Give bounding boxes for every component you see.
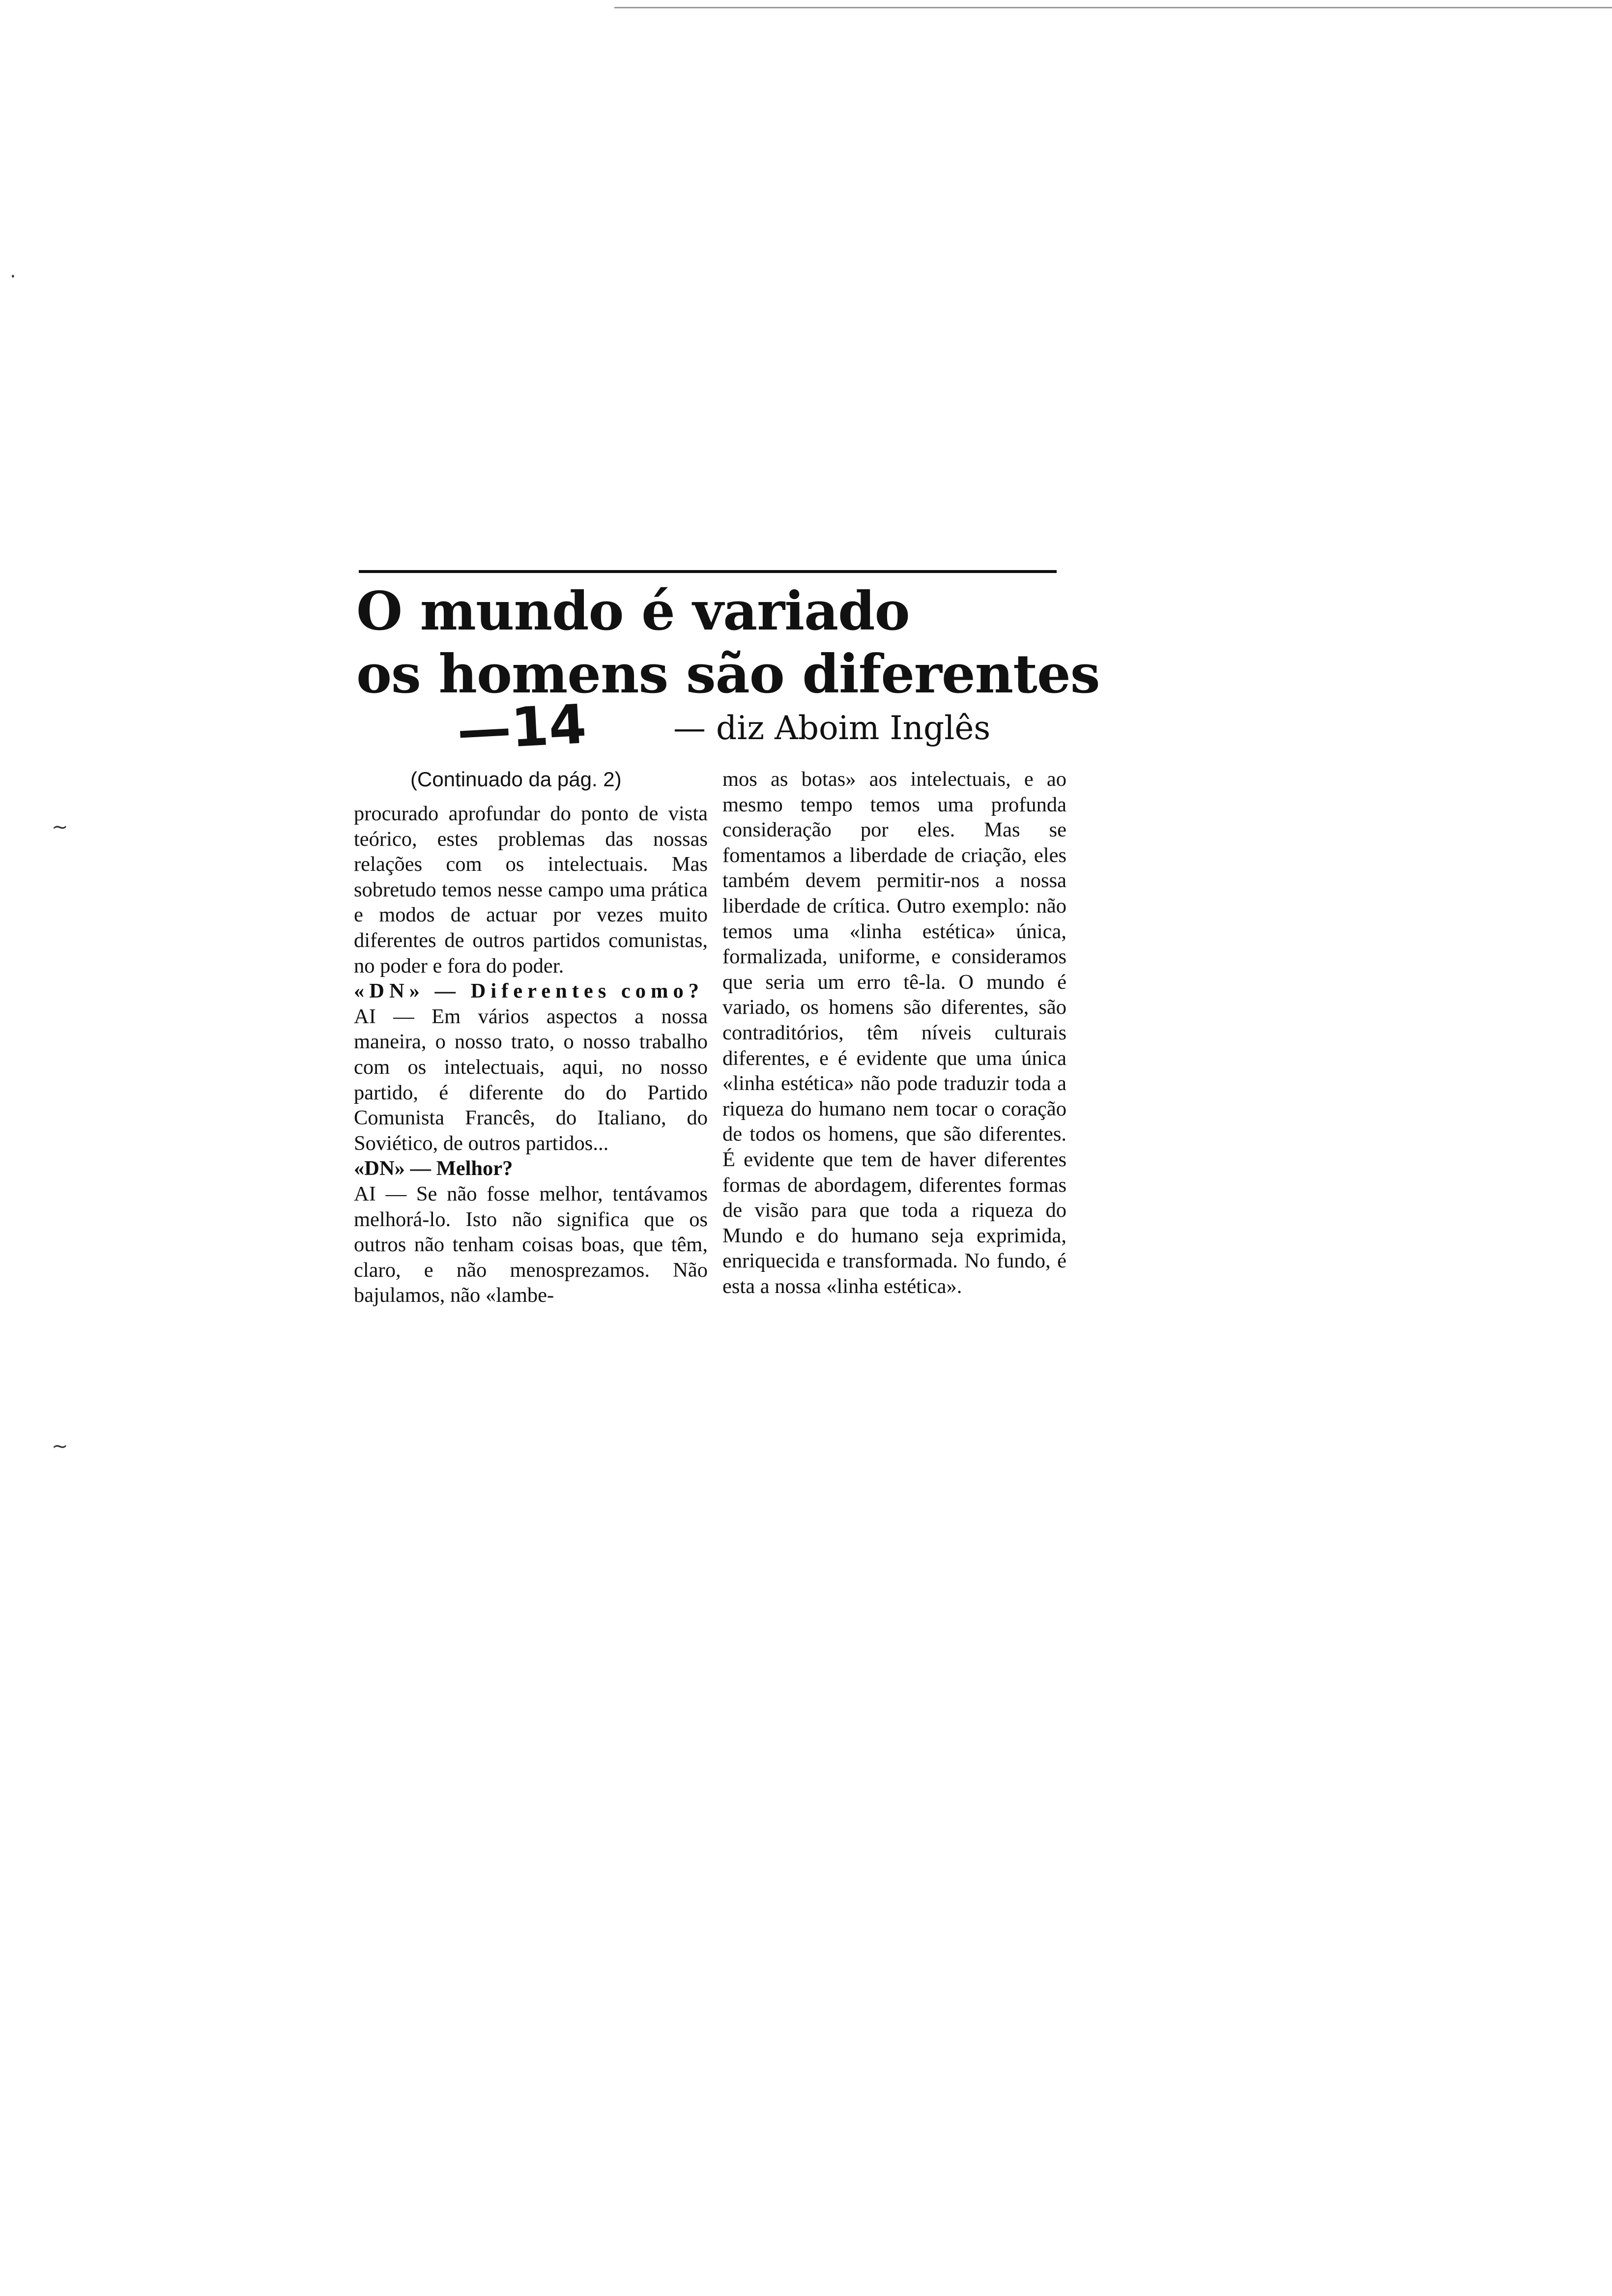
- interview-question: «DN» — Diferentes como?: [354, 979, 704, 1003]
- paragraph: mos as botas» aos intelectuais, e ao mesmo tempo temos uma profunda consideração por eles. Mas se fomentamos a liberdade de criação, eles também devem permitir-nos a nossa liberdade de crítica. Outro exemplo: não temos uma «linha estética» única, formalizada, uniforme, e consideramos que seria um erro tê-la. O mundo é variado, os homens são diferentes, são contraditórios, têm níveis culturais diferentes, e é evidente que uma única «linha estética» não pode traduzir toda a riqueza do humano nem tocar o coração de todos os homens, que são diferentes. É evidente que tem de haver diferentes formas de abordagem, diferentes formas de visão para que toda a riqueza do Mundo e do humano seja exprimida, enriquecida e transformada. No fundo, é esta a nossa «linha estética».: [722, 768, 1066, 1298]
- handwritten-page-number: —14: [455, 692, 588, 762]
- right-column: [722, 767, 1066, 1299]
- interview-answer: AI — Em vários aspectos a nossa maneira, o nosso trato, o nosso trabalho com os intelectuais, aqui, no nosso partido, é diferente do do Partido Comunista Francês, do Italiano, do Soviético, de outros partidos...: [354, 1004, 708, 1155]
- headline: [356, 580, 1100, 706]
- scan-speck: ·: [10, 265, 16, 288]
- scan-speck: ~: [52, 1435, 68, 1458]
- headline-rule: [359, 570, 1057, 573]
- interview-answer: AI — Se não fosse melhor, tentávamos melhorá-lo. Isto não significa que os outros não tenham coisas boas, que têm, claro, e não menosprezamos. Não bajulamos, não «lambe-: [354, 1182, 708, 1307]
- byline-subheading: — diz Aboim Inglês: [673, 709, 991, 747]
- paragraph: procurado aprofundar do ponto de vista teórico, estes problemas das nossas relações com os intelectuais. Mas sobretudo temos nesse campo uma prática e modos de actuar por vezes muito diferentes de outros partidos comunistas, no poder e fora do poder.: [354, 802, 708, 977]
- headline-line-1: O mundo é variado: [356, 580, 910, 642]
- headline-line-2: os homens são diferentes: [356, 643, 1100, 705]
- scan-speck: ~: [52, 816, 68, 838]
- interview-question: «DN» — Melhor?: [354, 1157, 513, 1180]
- continued-note: (Continuado da pág. 2): [410, 768, 622, 791]
- scan-edge-line: [614, 7, 1612, 8]
- left-column: [354, 801, 708, 1308]
- newspaper-clipping: [315, 570, 1100, 1484]
